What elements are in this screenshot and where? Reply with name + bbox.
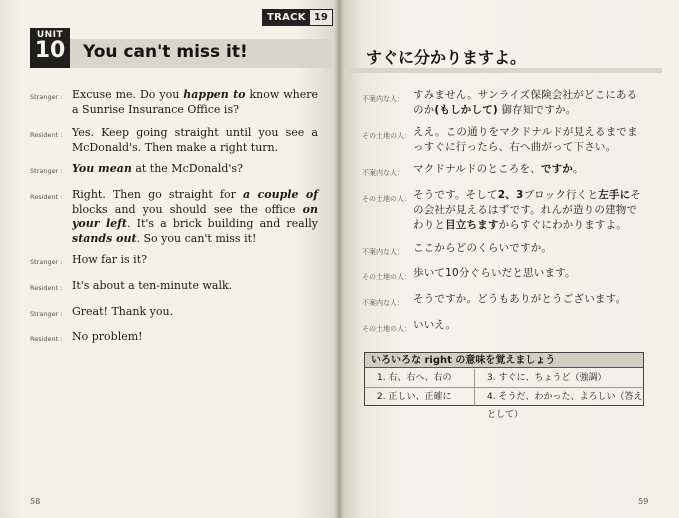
vocab-cell: 1. 右、右へ、右の: [365, 369, 475, 387]
track-number: 19: [310, 10, 332, 25]
text-run: blocks and you should see the office: [72, 202, 303, 216]
emphasis-text: ですか: [540, 163, 573, 175]
emphasis-text: on your left: [72, 202, 318, 230]
speaker-label: その土地の人：: [362, 325, 411, 333]
vocab-cell: 3. すぐに、ちょうど（強調）: [487, 373, 607, 383]
page-title-en: You can't miss it!: [83, 42, 248, 62]
dialogue-line: [413, 241, 641, 256]
text-run: Excuse me. Do you: [72, 88, 184, 101]
vocab-row: [365, 369, 643, 387]
text-run: マクドナルドのところを、: [413, 163, 541, 175]
right-page: [339, 0, 679, 518]
dialogue-line: [413, 125, 641, 155]
vocab-row: [365, 387, 643, 420]
text-run: 御存知ですか。: [497, 104, 577, 116]
dialogue-line: [72, 88, 318, 117]
speaker-label: Resident :: [30, 131, 63, 139]
speaker-label: その土地の人：: [362, 195, 411, 203]
speaker-label: Stranger :: [30, 167, 63, 175]
dialogue-line: [413, 162, 641, 177]
vocab-box: [364, 352, 644, 420]
text-run: ええ。この通りをマクドナルドが見えるまでまっすぐに行ったら、右へ曲がって下さい。: [413, 126, 638, 153]
dialogue-line: [72, 162, 318, 177]
unit-number: 10: [34, 38, 66, 63]
book-gutter: [334, 0, 344, 518]
unit-badge: [30, 28, 70, 68]
speaker-label: その土地の人：: [362, 273, 411, 281]
text-run: at the McDonald's?: [131, 162, 243, 175]
page-number-left: 58: [30, 497, 41, 506]
speaker-label: 不案内な人：: [362, 95, 404, 103]
page-title-jp: すぐに分かりますよ。: [366, 48, 527, 67]
text-run: そうです。そして: [413, 189, 498, 201]
speaker-label: その土地の人：: [362, 132, 411, 140]
text-run: Yes. Keep going straight until you see a McDonald's. Then make a right turn.: [72, 126, 318, 154]
speaker-label: 不案内な人：: [362, 169, 404, 177]
text-run: いいえ。: [413, 319, 457, 331]
emphasis-text: a couple of: [243, 188, 318, 201]
dialogue-line: [72, 330, 318, 345]
text-run: No problem!: [72, 330, 143, 343]
emphasis-text: (もしかして): [434, 104, 498, 116]
vocab-cell: 2. 正しい、正確に: [365, 388, 475, 406]
dialogue-line: [72, 305, 318, 320]
dialogue-line: [413, 266, 641, 281]
speaker-label: Resident :: [30, 193, 63, 201]
track-label: TRACK: [263, 10, 310, 25]
dialogue-line: [72, 126, 318, 155]
emphasis-text: You mean: [72, 162, 132, 175]
vocab-box-title: いろいろな right の意味を覚えましょう: [365, 353, 643, 368]
page-number-right: 59: [638, 497, 649, 506]
text-run: It's about a ten-minute walk.: [72, 279, 233, 292]
text-run: know where a Sunrise Insurance Office is?: [72, 88, 318, 116]
text-run: . So you can't miss it!: [136, 231, 257, 245]
speaker-label: 不案内な人：: [362, 248, 404, 256]
unit-label: UNIT: [36, 30, 64, 40]
speaker-label: Resident :: [30, 284, 63, 292]
dialogue-line: [413, 292, 641, 307]
speaker-label: Stranger :: [30, 93, 63, 101]
text-run: その会社が見えるはずです。れんが造りの建物でわりと: [413, 189, 641, 231]
text-run: . It's a brick building and really: [126, 217, 318, 230]
dialogue-line: [413, 318, 641, 333]
dialogue-line: [72, 188, 318, 246]
emphasis-text: 2、3: [497, 189, 524, 201]
speaker-label: 不案内な人：: [362, 299, 404, 307]
text-run: Right. Then go straight for: [72, 188, 243, 201]
text-run: すみません。サンライズ保険会社がどこにあるのか: [413, 89, 638, 116]
speaker-label: Stranger :: [30, 310, 63, 318]
emphasis-text: 目立ちます: [445, 219, 499, 231]
text-run: How far is it?: [72, 253, 148, 266]
title-underline-bar: [344, 68, 662, 73]
dialogue-line: [72, 279, 318, 294]
text-run: 歩いて10分ぐらいだと思います。: [413, 267, 576, 279]
track-badge: [262, 9, 333, 26]
text-run: Great! Thank you.: [72, 305, 174, 318]
dialogue-line: [413, 188, 641, 233]
dialogue-line: [72, 253, 318, 268]
emphasis-text: 左手に: [598, 189, 631, 201]
text-run: ここからどのくらいですか。: [413, 242, 553, 254]
text-run: 。: [572, 163, 584, 175]
vocab-cell: 4. そうだ、わかった、よろしい（答えとして）: [487, 392, 643, 420]
speaker-label: Resident :: [30, 335, 63, 343]
text-run: ブロック行くと: [523, 189, 599, 201]
text-run: そうですか。どうもありがとうございます。: [413, 293, 627, 305]
dialogue-line: [413, 88, 641, 118]
emphasis-text: stands out: [72, 231, 137, 245]
text-run: からすぐにわかりますよ。: [498, 219, 628, 231]
speaker-label: Stranger :: [30, 258, 63, 266]
emphasis-text: happen to: [183, 88, 246, 101]
